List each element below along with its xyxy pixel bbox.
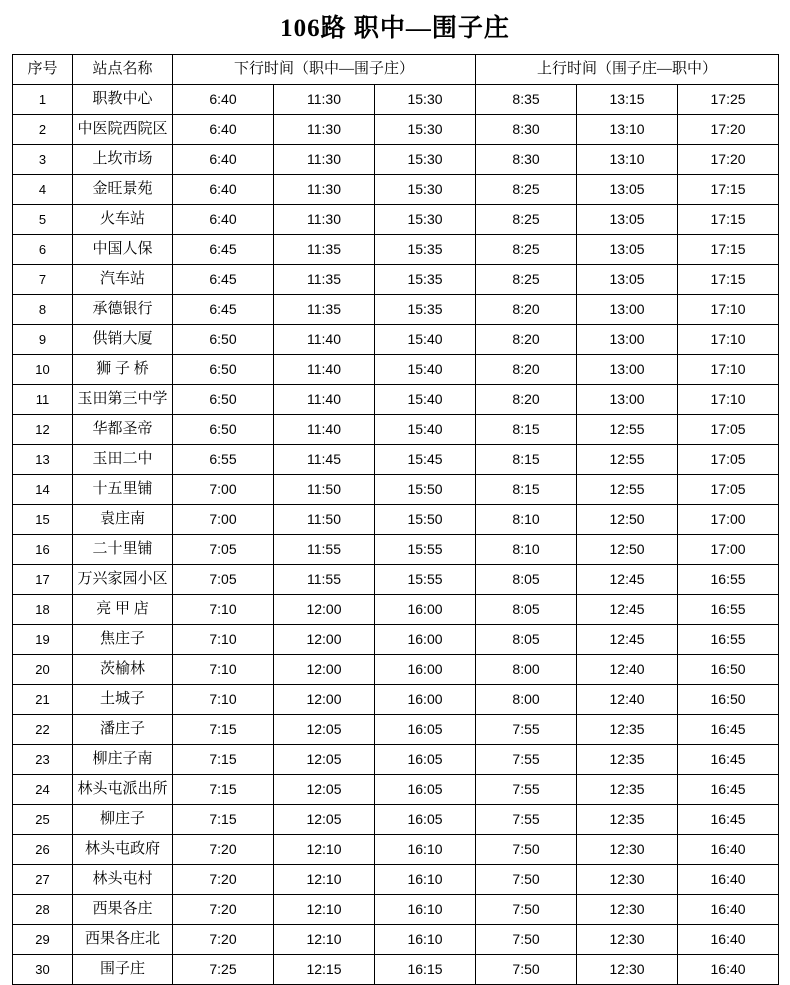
upbound-time: 7:55 bbox=[476, 775, 577, 805]
upbound-time: 17:10 bbox=[678, 295, 779, 325]
row-index: 30 bbox=[13, 955, 73, 985]
downbound-time: 12:10 bbox=[274, 865, 375, 895]
downbound-time: 6:45 bbox=[173, 235, 274, 265]
downbound-time: 16:00 bbox=[375, 595, 476, 625]
downbound-time: 7:25 bbox=[173, 955, 274, 985]
station-name: 柳庄子南 bbox=[73, 745, 173, 775]
downbound-time: 15:35 bbox=[375, 235, 476, 265]
downbound-time: 6:50 bbox=[173, 385, 274, 415]
table-row bbox=[13, 745, 779, 775]
downbound-time: 11:40 bbox=[274, 355, 375, 385]
upbound-time: 8:05 bbox=[476, 595, 577, 625]
upbound-time: 16:45 bbox=[678, 715, 779, 745]
downbound-time: 6:40 bbox=[173, 85, 274, 115]
downbound-time: 7:15 bbox=[173, 745, 274, 775]
upbound-time: 12:35 bbox=[577, 745, 678, 775]
table-row bbox=[13, 865, 779, 895]
downbound-time: 16:05 bbox=[375, 715, 476, 745]
upbound-time: 12:45 bbox=[577, 625, 678, 655]
downbound-time: 16:00 bbox=[375, 655, 476, 685]
upbound-time: 13:05 bbox=[577, 265, 678, 295]
station-name: 承德银行 bbox=[73, 295, 173, 325]
upbound-time: 8:20 bbox=[476, 325, 577, 355]
row-index: 27 bbox=[13, 865, 73, 895]
page-title: 106路 职中—围子庄 bbox=[280, 15, 510, 42]
station-name: 林头屯村 bbox=[73, 865, 173, 895]
downbound-time: 11:30 bbox=[274, 115, 375, 145]
row-index: 1 bbox=[13, 85, 73, 115]
downbound-time: 15:30 bbox=[375, 85, 476, 115]
upbound-time: 7:50 bbox=[476, 865, 577, 895]
row-index: 15 bbox=[13, 505, 73, 535]
downbound-time: 7:10 bbox=[173, 685, 274, 715]
downbound-time: 16:05 bbox=[375, 745, 476, 775]
upbound-time: 17:05 bbox=[678, 415, 779, 445]
downbound-time: 11:30 bbox=[274, 145, 375, 175]
downbound-time: 16:10 bbox=[375, 925, 476, 955]
table-row bbox=[13, 265, 779, 295]
downbound-time: 16:15 bbox=[375, 955, 476, 985]
table-row bbox=[13, 805, 779, 835]
upbound-time: 17:25 bbox=[678, 85, 779, 115]
upbound-time: 8:20 bbox=[476, 385, 577, 415]
station-name: 柳庄子 bbox=[73, 805, 173, 835]
upbound-time: 8:30 bbox=[476, 145, 577, 175]
downbound-time: 11:55 bbox=[274, 535, 375, 565]
row-index: 6 bbox=[13, 235, 73, 265]
downbound-time: 11:50 bbox=[274, 475, 375, 505]
upbound-time: 8:30 bbox=[476, 115, 577, 145]
downbound-time: 12:10 bbox=[274, 835, 375, 865]
downbound-time: 15:30 bbox=[375, 175, 476, 205]
row-index: 3 bbox=[13, 145, 73, 175]
row-index: 11 bbox=[13, 385, 73, 415]
station-name: 林头屯派出所 bbox=[73, 775, 173, 805]
table-row bbox=[13, 355, 779, 385]
downbound-time: 15:35 bbox=[375, 295, 476, 325]
table-body bbox=[13, 85, 779, 985]
downbound-time: 6:40 bbox=[173, 205, 274, 235]
upbound-time: 17:15 bbox=[678, 205, 779, 235]
row-index: 9 bbox=[13, 325, 73, 355]
header-row bbox=[13, 55, 779, 85]
row-index: 24 bbox=[13, 775, 73, 805]
table-header bbox=[13, 55, 779, 85]
table-row bbox=[13, 505, 779, 535]
downbound-time: 6:45 bbox=[173, 265, 274, 295]
table-row bbox=[13, 325, 779, 355]
downbound-time: 12:00 bbox=[274, 595, 375, 625]
upbound-time: 17:00 bbox=[678, 505, 779, 535]
upbound-time: 7:55 bbox=[476, 805, 577, 835]
upbound-time: 12:30 bbox=[577, 835, 678, 865]
station-name: 潘庄子 bbox=[73, 715, 173, 745]
downbound-time: 12:10 bbox=[274, 895, 375, 925]
upbound-time: 8:10 bbox=[476, 535, 577, 565]
downbound-time: 7:20 bbox=[173, 865, 274, 895]
downbound-time: 16:10 bbox=[375, 865, 476, 895]
upbound-time: 12:35 bbox=[577, 715, 678, 745]
downbound-time: 11:30 bbox=[274, 85, 375, 115]
row-index: 28 bbox=[13, 895, 73, 925]
downbound-time: 15:40 bbox=[375, 325, 476, 355]
row-index: 17 bbox=[13, 565, 73, 595]
table-row bbox=[13, 445, 779, 475]
table-row bbox=[13, 175, 779, 205]
station-name: 围子庄 bbox=[73, 955, 173, 985]
downbound-time: 6:40 bbox=[173, 175, 274, 205]
downbound-time: 7:05 bbox=[173, 565, 274, 595]
downbound-time: 12:00 bbox=[274, 685, 375, 715]
station-name: 中医院西院区 bbox=[73, 115, 173, 145]
downbound-time: 12:10 bbox=[274, 925, 375, 955]
upbound-time: 8:00 bbox=[476, 655, 577, 685]
header-station: 站点名称 bbox=[73, 55, 173, 85]
upbound-time: 13:05 bbox=[577, 175, 678, 205]
upbound-time: 8:15 bbox=[476, 415, 577, 445]
upbound-time: 16:45 bbox=[678, 805, 779, 835]
table-row bbox=[13, 655, 779, 685]
table-row bbox=[13, 385, 779, 415]
row-index: 5 bbox=[13, 205, 73, 235]
downbound-time: 15:40 bbox=[375, 355, 476, 385]
downbound-time: 12:00 bbox=[274, 655, 375, 685]
row-index: 4 bbox=[13, 175, 73, 205]
row-index: 16 bbox=[13, 535, 73, 565]
table-row bbox=[13, 565, 779, 595]
table-row bbox=[13, 85, 779, 115]
downbound-time: 15:50 bbox=[375, 475, 476, 505]
row-index: 7 bbox=[13, 265, 73, 295]
upbound-time: 16:40 bbox=[678, 955, 779, 985]
table-row bbox=[13, 235, 779, 265]
downbound-time: 15:30 bbox=[375, 115, 476, 145]
table-row bbox=[13, 715, 779, 745]
upbound-time: 12:55 bbox=[577, 475, 678, 505]
upbound-time: 12:40 bbox=[577, 655, 678, 685]
upbound-time: 7:55 bbox=[476, 745, 577, 775]
header-upbound: 上行时间（围子庄—职中） bbox=[476, 55, 779, 85]
upbound-time: 8:20 bbox=[476, 355, 577, 385]
table-row bbox=[13, 535, 779, 565]
upbound-time: 7:50 bbox=[476, 895, 577, 925]
upbound-time: 8:25 bbox=[476, 205, 577, 235]
station-name: 供销大厦 bbox=[73, 325, 173, 355]
upbound-time: 13:00 bbox=[577, 325, 678, 355]
downbound-time: 7:15 bbox=[173, 805, 274, 835]
downbound-time: 7:05 bbox=[173, 535, 274, 565]
upbound-time: 7:50 bbox=[476, 955, 577, 985]
upbound-time: 12:50 bbox=[577, 505, 678, 535]
upbound-time: 7:50 bbox=[476, 835, 577, 865]
station-name: 狮 子 桥 bbox=[73, 355, 173, 385]
station-name: 火车站 bbox=[73, 205, 173, 235]
table-row bbox=[13, 835, 779, 865]
downbound-time: 16:10 bbox=[375, 835, 476, 865]
upbound-time: 12:45 bbox=[577, 595, 678, 625]
upbound-time: 8:00 bbox=[476, 685, 577, 715]
table-row bbox=[13, 475, 779, 505]
downbound-time: 15:50 bbox=[375, 505, 476, 535]
station-name: 二十里铺 bbox=[73, 535, 173, 565]
bus-timetable bbox=[12, 54, 779, 985]
table-row bbox=[13, 295, 779, 325]
downbound-time: 11:55 bbox=[274, 565, 375, 595]
table-row bbox=[13, 685, 779, 715]
upbound-time: 7:55 bbox=[476, 715, 577, 745]
downbound-time: 15:40 bbox=[375, 415, 476, 445]
downbound-time: 11:45 bbox=[274, 445, 375, 475]
upbound-time: 8:05 bbox=[476, 625, 577, 655]
downbound-time: 7:10 bbox=[173, 595, 274, 625]
upbound-time: 17:05 bbox=[678, 445, 779, 475]
downbound-time: 16:05 bbox=[375, 805, 476, 835]
upbound-time: 16:40 bbox=[678, 835, 779, 865]
downbound-time: 6:50 bbox=[173, 355, 274, 385]
table-row bbox=[13, 775, 779, 805]
table-row bbox=[13, 925, 779, 955]
row-index: 2 bbox=[13, 115, 73, 145]
upbound-time: 12:30 bbox=[577, 895, 678, 925]
downbound-time: 7:20 bbox=[173, 835, 274, 865]
upbound-time: 12:40 bbox=[577, 685, 678, 715]
downbound-time: 15:40 bbox=[375, 385, 476, 415]
row-index: 13 bbox=[13, 445, 73, 475]
upbound-time: 12:55 bbox=[577, 415, 678, 445]
row-index: 21 bbox=[13, 685, 73, 715]
upbound-time: 8:25 bbox=[476, 235, 577, 265]
station-name: 亮 甲 店 bbox=[73, 595, 173, 625]
row-index: 20 bbox=[13, 655, 73, 685]
station-name: 十五里铺 bbox=[73, 475, 173, 505]
downbound-time: 7:15 bbox=[173, 715, 274, 745]
row-index: 10 bbox=[13, 355, 73, 385]
downbound-time: 11:30 bbox=[274, 205, 375, 235]
upbound-time: 16:55 bbox=[678, 625, 779, 655]
upbound-time: 17:10 bbox=[678, 325, 779, 355]
upbound-time: 12:30 bbox=[577, 925, 678, 955]
upbound-time: 12:35 bbox=[577, 805, 678, 835]
row-index: 26 bbox=[13, 835, 73, 865]
upbound-time: 7:50 bbox=[476, 925, 577, 955]
downbound-time: 11:40 bbox=[274, 385, 375, 415]
row-index: 8 bbox=[13, 295, 73, 325]
upbound-time: 13:00 bbox=[577, 355, 678, 385]
downbound-time: 7:20 bbox=[173, 925, 274, 955]
table-row bbox=[13, 895, 779, 925]
upbound-time: 12:50 bbox=[577, 535, 678, 565]
downbound-time: 7:20 bbox=[173, 895, 274, 925]
upbound-time: 13:10 bbox=[577, 145, 678, 175]
upbound-time: 13:05 bbox=[577, 205, 678, 235]
downbound-time: 7:15 bbox=[173, 775, 274, 805]
row-index: 29 bbox=[13, 925, 73, 955]
upbound-time: 17:20 bbox=[678, 115, 779, 145]
downbound-time: 11:35 bbox=[274, 235, 375, 265]
upbound-time: 16:45 bbox=[678, 745, 779, 775]
station-name: 西果各庄 bbox=[73, 895, 173, 925]
upbound-time: 16:40 bbox=[678, 865, 779, 895]
upbound-time: 8:15 bbox=[476, 445, 577, 475]
upbound-time: 16:45 bbox=[678, 775, 779, 805]
downbound-time: 6:45 bbox=[173, 295, 274, 325]
row-index: 18 bbox=[13, 595, 73, 625]
upbound-time: 17:15 bbox=[678, 235, 779, 265]
downbound-time: 15:55 bbox=[375, 565, 476, 595]
downbound-time: 15:30 bbox=[375, 205, 476, 235]
upbound-time: 13:05 bbox=[577, 235, 678, 265]
table-row bbox=[13, 955, 779, 985]
station-name: 万兴家园小区 bbox=[73, 565, 173, 595]
upbound-time: 17:20 bbox=[678, 145, 779, 175]
upbound-time: 17:00 bbox=[678, 535, 779, 565]
upbound-time: 17:15 bbox=[678, 265, 779, 295]
downbound-time: 12:05 bbox=[274, 805, 375, 835]
table-row bbox=[13, 625, 779, 655]
upbound-time: 17:05 bbox=[678, 475, 779, 505]
upbound-time: 16:50 bbox=[678, 655, 779, 685]
downbound-time: 15:45 bbox=[375, 445, 476, 475]
station-name: 上坎市场 bbox=[73, 145, 173, 175]
upbound-time: 16:40 bbox=[678, 925, 779, 955]
table-row bbox=[13, 145, 779, 175]
downbound-time: 7:10 bbox=[173, 655, 274, 685]
upbound-time: 13:00 bbox=[577, 385, 678, 415]
station-name: 林头屯政府 bbox=[73, 835, 173, 865]
upbound-time: 8:25 bbox=[476, 265, 577, 295]
table-row bbox=[13, 115, 779, 145]
downbound-time: 6:40 bbox=[173, 145, 274, 175]
station-name: 袁庄南 bbox=[73, 505, 173, 535]
station-name: 中国人保 bbox=[73, 235, 173, 265]
upbound-time: 12:55 bbox=[577, 445, 678, 475]
upbound-time: 13:15 bbox=[577, 85, 678, 115]
downbound-time: 11:40 bbox=[274, 325, 375, 355]
station-name: 茨榆林 bbox=[73, 655, 173, 685]
downbound-time: 16:00 bbox=[375, 685, 476, 715]
upbound-time: 17:10 bbox=[678, 355, 779, 385]
row-index: 14 bbox=[13, 475, 73, 505]
station-name: 玉田二中 bbox=[73, 445, 173, 475]
downbound-time: 11:35 bbox=[274, 265, 375, 295]
station-name: 焦庄子 bbox=[73, 625, 173, 655]
downbound-time: 11:50 bbox=[274, 505, 375, 535]
downbound-time: 12:00 bbox=[274, 625, 375, 655]
row-index: 22 bbox=[13, 715, 73, 745]
row-index: 19 bbox=[13, 625, 73, 655]
station-name: 华都圣帝 bbox=[73, 415, 173, 445]
downbound-time: 7:00 bbox=[173, 505, 274, 535]
downbound-time: 15:30 bbox=[375, 145, 476, 175]
downbound-time: 15:35 bbox=[375, 265, 476, 295]
station-name: 西果各庄北 bbox=[73, 925, 173, 955]
downbound-time: 16:00 bbox=[375, 625, 476, 655]
row-index: 12 bbox=[13, 415, 73, 445]
header-downbound: 下行时间（职中—围子庄） bbox=[173, 55, 476, 85]
table-row bbox=[13, 205, 779, 235]
upbound-time: 13:10 bbox=[577, 115, 678, 145]
downbound-time: 12:15 bbox=[274, 955, 375, 985]
upbound-time: 8:15 bbox=[476, 475, 577, 505]
header-index: 序号 bbox=[13, 55, 73, 85]
upbound-time: 16:40 bbox=[678, 895, 779, 925]
downbound-time: 7:10 bbox=[173, 625, 274, 655]
downbound-time: 11:35 bbox=[274, 295, 375, 325]
row-index: 25 bbox=[13, 805, 73, 835]
upbound-time: 8:10 bbox=[476, 505, 577, 535]
downbound-time: 12:05 bbox=[274, 775, 375, 805]
downbound-time: 6:55 bbox=[173, 445, 274, 475]
upbound-time: 16:50 bbox=[678, 685, 779, 715]
upbound-time: 16:55 bbox=[678, 565, 779, 595]
upbound-time: 17:15 bbox=[678, 175, 779, 205]
station-name: 汽车站 bbox=[73, 265, 173, 295]
upbound-time: 8:20 bbox=[476, 295, 577, 325]
upbound-time: 17:10 bbox=[678, 385, 779, 415]
downbound-time: 11:30 bbox=[274, 175, 375, 205]
station-name: 玉田第三中学 bbox=[73, 385, 173, 415]
upbound-time: 8:35 bbox=[476, 85, 577, 115]
downbound-time: 16:10 bbox=[375, 895, 476, 925]
upbound-time: 12:45 bbox=[577, 565, 678, 595]
station-name: 金旺景苑 bbox=[73, 175, 173, 205]
upbound-time: 13:00 bbox=[577, 295, 678, 325]
downbound-time: 16:05 bbox=[375, 775, 476, 805]
upbound-time: 8:25 bbox=[476, 175, 577, 205]
upbound-time: 8:05 bbox=[476, 565, 577, 595]
station-name: 土城子 bbox=[73, 685, 173, 715]
downbound-time: 15:55 bbox=[375, 535, 476, 565]
row-index: 23 bbox=[13, 745, 73, 775]
downbound-time: 11:40 bbox=[274, 415, 375, 445]
downbound-time: 6:50 bbox=[173, 415, 274, 445]
downbound-time: 7:00 bbox=[173, 475, 274, 505]
downbound-time: 12:05 bbox=[274, 745, 375, 775]
station-name: 职教中心 bbox=[73, 85, 173, 115]
downbound-time: 12:05 bbox=[274, 715, 375, 745]
upbound-time: 12:30 bbox=[577, 955, 678, 985]
downbound-time: 6:50 bbox=[173, 325, 274, 355]
upbound-time: 12:35 bbox=[577, 775, 678, 805]
upbound-time: 12:30 bbox=[577, 865, 678, 895]
table-row bbox=[13, 415, 779, 445]
table-row bbox=[13, 595, 779, 625]
upbound-time: 16:55 bbox=[678, 595, 779, 625]
downbound-time: 6:40 bbox=[173, 115, 274, 145]
